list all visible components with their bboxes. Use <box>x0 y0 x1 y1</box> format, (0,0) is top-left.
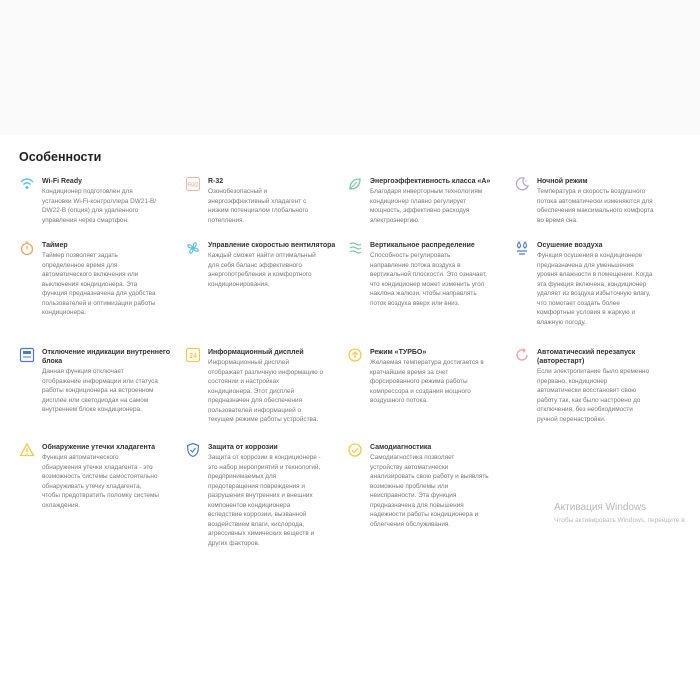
feature-title-line: Осушение воздуха <box>537 242 603 249</box>
feature-description-line: агрессивных химических веществ и <box>208 530 315 537</box>
feature-title-line: Режим «ТУРБО» <box>370 349 427 356</box>
feature-description <box>370 251 510 308</box>
windows-activation-hint: Чтобы активировать Windows, перейдите в <box>554 517 685 524</box>
feature-description-line: это набор мероприятий и технологий, <box>208 463 321 471</box>
feature-title-line: блока <box>42 358 63 365</box>
feature-description-line: возможные проблемы или <box>370 482 449 490</box>
section-title: Особенности <box>19 150 102 164</box>
feature-description <box>208 187 348 225</box>
feature-description-line: Желаемая температура достигается в <box>370 359 484 366</box>
feature-description <box>42 453 182 510</box>
feature-description-line: электроэнергию. <box>370 216 420 224</box>
feature-description-line: пользователей информацией о <box>208 406 302 414</box>
feature-description-line: Таймер позволяет задать <box>42 252 118 259</box>
feature-description <box>370 358 510 406</box>
feature-description <box>42 251 182 318</box>
feature-description-line: обнаружения утечки хладагента - это <box>42 463 153 471</box>
feature-description-line: внутреннем блоке кондиционера. <box>42 406 142 413</box>
feature-title <box>42 348 170 366</box>
moon-icon <box>514 176 530 192</box>
feature-title-line: Автоматический перезапуск <box>537 349 636 356</box>
feature-description-line: работы кондиционера на встроенном <box>42 387 154 394</box>
feature-title <box>42 443 155 452</box>
feature-title-line: Энергоэффективность класса «А» <box>370 178 491 185</box>
feature-title <box>537 348 635 366</box>
feature-description-line: отображение информации или статуса <box>42 377 158 385</box>
feature-description-line: направление потока воздуха в <box>370 261 461 269</box>
feature-description-line: неисправности. Эта функция <box>370 492 457 499</box>
feature-title-line: Wi-Fi Ready <box>42 178 82 185</box>
feature-title <box>208 443 278 452</box>
restart-icon <box>514 347 530 363</box>
feature-description <box>370 187 510 225</box>
feature-description-line: кондиционера. <box>42 309 87 316</box>
feature-description-line: выключения кондиционера. Эта <box>42 280 138 288</box>
feature-description-line: комфортные условия в жаркую и <box>537 309 636 316</box>
feature-description-line: Данная функция отключает <box>42 368 124 375</box>
feature-description <box>537 251 677 327</box>
feature-description-line: кондиционера. Этот дисплей <box>208 387 295 395</box>
feature-description-line: форсированного режима работы <box>370 378 468 385</box>
feature-description-line: Если электропитание было временно <box>537 368 650 375</box>
feature-description-line: наклона жалюзи, чтобы направлять <box>370 290 477 297</box>
feature-title <box>42 177 82 186</box>
feature-description-line: что помогает создать более <box>537 299 620 307</box>
feature-title <box>537 241 603 250</box>
feature-description <box>208 358 348 425</box>
feature-description-line: эта функция включена, кондиционер <box>537 280 647 288</box>
feature-description-line: предотвращения повреждения и <box>208 482 305 490</box>
feature-description-line: Функция автоматического <box>42 454 119 461</box>
feature-description-line: Способность регулировать <box>370 252 451 259</box>
feature-description-line: что кондиционер может изменить угол <box>370 280 485 288</box>
feature-description-line: энергопотребления и комфортного <box>208 271 312 278</box>
feature-description-line: облегчения обслуживания. <box>370 520 451 528</box>
turbo-icon <box>347 347 363 363</box>
feature-description-line: уровня влажности в помещении. Когда <box>537 271 653 278</box>
leak-icon <box>19 442 35 458</box>
wifi-icon <box>19 176 35 192</box>
svg-text:z: z <box>525 178 527 183</box>
diagnostics-icon <box>347 442 363 458</box>
feature-description-line: автоматически восстановит свою <box>537 387 637 394</box>
feature-description-line: кондиционирования. <box>208 280 270 288</box>
feature-description <box>208 251 348 289</box>
feature-description-line: воздушного потока. <box>370 397 428 404</box>
feature-description-line: Температура и скорость воздушного <box>537 188 646 195</box>
feature-title <box>370 443 431 452</box>
feature-description-line: мощность, эффективно расходуя <box>370 207 470 214</box>
feature-description-line: других факторов. <box>208 539 260 547</box>
feature-title-line: Ночной режим <box>537 178 588 185</box>
feature-description-line: функция предназначена для удобства <box>42 290 156 297</box>
feature-description-line: Функция осушения в кондиционере <box>537 252 643 259</box>
feature-title-line: Информационный дисплей <box>208 349 304 356</box>
feature-description-line: Кондиционер подготовлен для <box>42 188 133 195</box>
feature-description <box>537 187 677 225</box>
r32-icon-text: R32 <box>187 182 199 189</box>
feature-title-line: Таймер <box>42 242 68 249</box>
feature-description-line: потепления. <box>208 216 245 224</box>
feature-description-line: DW22-B (опция) для удаленного <box>42 207 139 214</box>
feature-description-line: охлаждения. <box>42 501 80 509</box>
feature-description-line: кратчайшие время за счет <box>370 368 449 376</box>
feature-description-line: Самодиагностика позволяет <box>370 454 455 461</box>
feature-title <box>208 348 304 357</box>
feature-description-line: разрушения внутренних и внешних <box>208 492 313 499</box>
feature-description-line: пользователей и оптимизации работы <box>42 299 156 307</box>
feature-description-line: отключения, без необходимости <box>537 406 633 413</box>
display-24-icon-text: 24 <box>189 353 197 360</box>
feature-description-line: влажную погоду. <box>537 318 586 326</box>
feature-title <box>370 241 475 250</box>
feature-description-line: предназначена для уменьшения <box>537 261 634 269</box>
feature-title <box>208 241 335 250</box>
feature-description-line: Благодаря инверторным технологиям <box>370 188 483 195</box>
feature-description-line: компонентов кондиционера <box>208 501 291 509</box>
feature-description-line: обнаруживать утечку хладагента, <box>42 482 142 490</box>
r32-icon <box>185 176 201 192</box>
feature-description-line: воздействием влаги, кислорода, <box>208 520 305 528</box>
feature-description-line: чтобы предотвратить поломку системы <box>42 492 159 499</box>
timer-icon <box>19 240 35 256</box>
feature-description-line: отображает различную информацию о <box>208 368 324 376</box>
feature-description <box>42 187 182 225</box>
feature-description-line: определенное время для <box>42 261 118 269</box>
feature-title-line: Управление скоростью вентилятора <box>208 242 336 249</box>
feature-description-line: потока автоматически изменяются для <box>537 197 653 205</box>
feature-description-line: предпринимаемых для <box>208 473 277 480</box>
feature-description-line: удаляет из воздуха избыточную влагу, <box>537 290 651 297</box>
feature-description-line: работу так, как было настроено до <box>537 396 641 404</box>
feature-description <box>208 453 348 548</box>
feature-description-line: ручной перенастройки. <box>537 415 606 423</box>
feature-description-line: поток воздуха вверх или вниз. <box>370 299 460 307</box>
feature-description-line: предназначен для обеспечения <box>208 397 303 404</box>
feature-description <box>537 367 677 424</box>
feature-description-line: возможность системы самостоятельно <box>42 473 158 480</box>
feature-description-line: Озонобезопасный и <box>208 188 268 195</box>
feature-description-line: во время сна. <box>537 216 578 224</box>
feature-title <box>370 348 426 357</box>
feature-description-line: автоматического включения или <box>42 271 139 278</box>
feature-title <box>42 241 68 250</box>
feature-description-line: Информационный дисплей <box>208 359 290 366</box>
shield-icon <box>185 442 201 458</box>
windows-activation-title: Активация Windows <box>554 502 647 513</box>
feature-title <box>208 177 223 186</box>
humidity-icon <box>514 240 530 256</box>
feature-title-line: Самодиагностика <box>370 444 432 451</box>
feature-description-line: энергоэффективный хладагент с <box>208 197 307 205</box>
display-24-icon <box>185 347 201 363</box>
feature-description <box>42 367 182 415</box>
feature-description-line: дисплее или светодиодах на самом <box>42 396 149 404</box>
feature-description-line: надежности работы кондиционера и <box>370 511 479 518</box>
feature-description-line: низким потенциалом глобального <box>208 207 309 214</box>
feature-description-line: вследствие коррозии, вызванной <box>208 511 307 518</box>
feature-description-line: устройству автоматически <box>370 463 449 471</box>
feature-title-line: Обнаружение утечки хладагента <box>42 444 156 451</box>
feature-title-line: R-32 <box>208 178 224 185</box>
feature-title-line: (авторестарт) <box>537 358 585 365</box>
feature-description-line: предназначена для повышения <box>370 501 464 509</box>
feature-description <box>370 453 510 529</box>
feature-title-line: Вертикальное распределение <box>370 242 475 249</box>
feature-description-line: компрессора и создания мощного <box>370 387 471 395</box>
feature-description-line: кондиционер плавно регулирует <box>370 197 467 205</box>
feature-description-line: для себя баланс эффективного <box>208 261 302 269</box>
feature-description-line: Каждый сможет найти оптимальный <box>208 252 316 259</box>
feature-description-line: прервано, кондиционер <box>537 377 608 385</box>
leaf-icon <box>347 176 363 192</box>
feature-description-line: Защита от коррозии в кондиционере - <box>208 454 321 461</box>
feature-description-line: обеспечения максимального комфорта <box>537 207 654 214</box>
vertical-flow-icon <box>347 240 363 256</box>
feature-description-line: текущем режиме работы устройства. <box>208 416 319 423</box>
feature-description-line: управления через смартфон. <box>42 216 129 224</box>
feature-description-line: вертикальной плоскости. Это означает, <box>370 271 487 278</box>
top-blank-area <box>0 0 700 135</box>
feature-title <box>537 177 588 186</box>
display-off-icon <box>19 347 35 363</box>
feature-description-line: установки Wi-Fi-контроллера DW21-B/ <box>42 197 157 205</box>
feature-title <box>370 177 490 186</box>
feature-title-line: Защита от коррозии <box>208 444 278 451</box>
fan-icon <box>185 240 201 256</box>
feature-description-line: состоянии и настройках <box>208 378 280 385</box>
feature-description-line: анализировать свою работу и выявлять <box>370 473 489 480</box>
feature-title-line: Отключение индикации внутреннего <box>42 349 171 356</box>
